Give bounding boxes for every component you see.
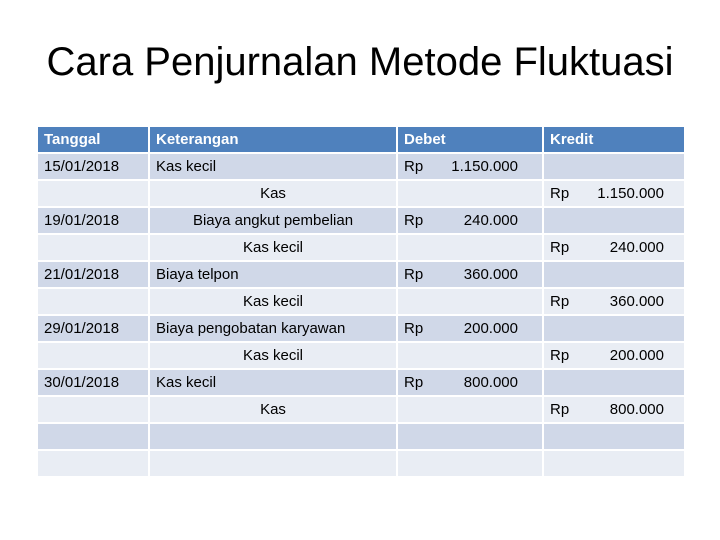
table-row bbox=[37, 450, 685, 477]
cell-kredit bbox=[543, 450, 685, 477]
cell-keterangan: Kas kecil bbox=[149, 153, 397, 180]
kredit-amount: 1.150.000 bbox=[597, 185, 664, 202]
kredit-currency: Rp bbox=[550, 293, 570, 310]
cell-keterangan bbox=[149, 423, 397, 450]
cell-kredit bbox=[543, 153, 685, 180]
cell-kredit bbox=[543, 180, 685, 207]
cell-debet bbox=[397, 288, 543, 315]
cell-keterangan bbox=[149, 450, 397, 477]
cell-debet bbox=[397, 396, 543, 423]
debet-currency: Rp bbox=[404, 212, 424, 229]
cell-tanggal bbox=[37, 234, 149, 261]
kredit-amount: 800.000 bbox=[609, 401, 664, 418]
journal-body bbox=[37, 153, 685, 477]
table-row bbox=[37, 342, 685, 369]
table-header-row bbox=[37, 126, 685, 153]
debet-amount: 1.150.000 bbox=[451, 158, 518, 175]
cell-debet bbox=[397, 261, 543, 288]
table-row bbox=[37, 288, 685, 315]
cell-debet bbox=[397, 369, 543, 396]
cell-debet bbox=[397, 315, 543, 342]
kredit-currency: Rp bbox=[550, 347, 570, 364]
kredit-amount: 200.000 bbox=[609, 347, 664, 364]
debet-amount: 200.000 bbox=[463, 320, 518, 337]
kredit-amount: 240.000 bbox=[609, 239, 664, 256]
cell-keterangan: Biaya pengobatan karyawan bbox=[149, 315, 397, 342]
journal-table bbox=[36, 125, 686, 478]
kredit-currency: Rp bbox=[550, 401, 570, 418]
debet-currency: Rp bbox=[404, 374, 424, 391]
header-kredit: Kredit bbox=[543, 126, 685, 153]
header-keterangan: Keterangan bbox=[149, 126, 397, 153]
cell-debet bbox=[397, 153, 543, 180]
debet-amount: 800.000 bbox=[463, 374, 518, 391]
cell-debet bbox=[397, 207, 543, 234]
cell-tanggal bbox=[37, 342, 149, 369]
debet-amount: 240.000 bbox=[463, 212, 518, 229]
cell-debet bbox=[397, 450, 543, 477]
kredit-currency: Rp bbox=[550, 185, 570, 202]
debet-currency: Rp bbox=[404, 266, 424, 283]
cell-keterangan: Kas kecil bbox=[149, 288, 397, 315]
cell-kredit bbox=[543, 396, 685, 423]
cell-debet bbox=[397, 180, 543, 207]
table-row bbox=[37, 234, 685, 261]
table-row bbox=[37, 180, 685, 207]
slide-title: Cara Penjurnalan Metode Fluktuasi bbox=[46, 40, 674, 84]
cell-kredit bbox=[543, 369, 685, 396]
cell-kredit bbox=[543, 315, 685, 342]
table-row bbox=[37, 369, 685, 396]
header-debet: Debet bbox=[397, 126, 543, 153]
cell-tanggal: 15/01/2018 bbox=[37, 153, 149, 180]
table-row bbox=[37, 261, 685, 288]
cell-tanggal bbox=[37, 396, 149, 423]
cell-tanggal: 19/01/2018 bbox=[37, 207, 149, 234]
cell-tanggal bbox=[37, 450, 149, 477]
cell-tanggal: 30/01/2018 bbox=[37, 369, 149, 396]
table-row bbox=[37, 207, 685, 234]
cell-keterangan: Biaya telpon bbox=[149, 261, 397, 288]
cell-tanggal bbox=[37, 423, 149, 450]
cell-debet bbox=[397, 342, 543, 369]
debet-currency: Rp bbox=[404, 158, 424, 175]
cell-kredit bbox=[543, 261, 685, 288]
table-row bbox=[37, 396, 685, 423]
cell-keterangan: Kas kecil bbox=[149, 234, 397, 261]
table-row bbox=[37, 153, 685, 180]
table-row bbox=[37, 315, 685, 342]
cell-tanggal: 29/01/2018 bbox=[37, 315, 149, 342]
cell-kredit bbox=[543, 423, 685, 450]
cell-kredit bbox=[543, 234, 685, 261]
cell-tanggal: 21/01/2018 bbox=[37, 261, 149, 288]
table-row bbox=[37, 423, 685, 450]
header-tanggal: Tanggal bbox=[37, 126, 149, 153]
cell-keterangan: Kas kecil bbox=[149, 369, 397, 396]
kredit-amount: 360.000 bbox=[609, 293, 664, 310]
cell-kredit bbox=[543, 288, 685, 315]
debet-amount: 360.000 bbox=[463, 266, 518, 283]
cell-tanggal bbox=[37, 288, 149, 315]
cell-keterangan: Kas bbox=[149, 396, 397, 423]
cell-tanggal bbox=[37, 180, 149, 207]
cell-debet bbox=[397, 423, 543, 450]
kredit-currency: Rp bbox=[550, 239, 570, 256]
cell-kredit bbox=[543, 342, 685, 369]
cell-debet bbox=[397, 234, 543, 261]
cell-keterangan: Biaya angkut pembelian bbox=[149, 207, 397, 234]
debet-currency: Rp bbox=[404, 320, 424, 337]
cell-keterangan: Kas bbox=[149, 180, 397, 207]
cell-kredit bbox=[543, 207, 685, 234]
cell-keterangan: Kas kecil bbox=[149, 342, 397, 369]
